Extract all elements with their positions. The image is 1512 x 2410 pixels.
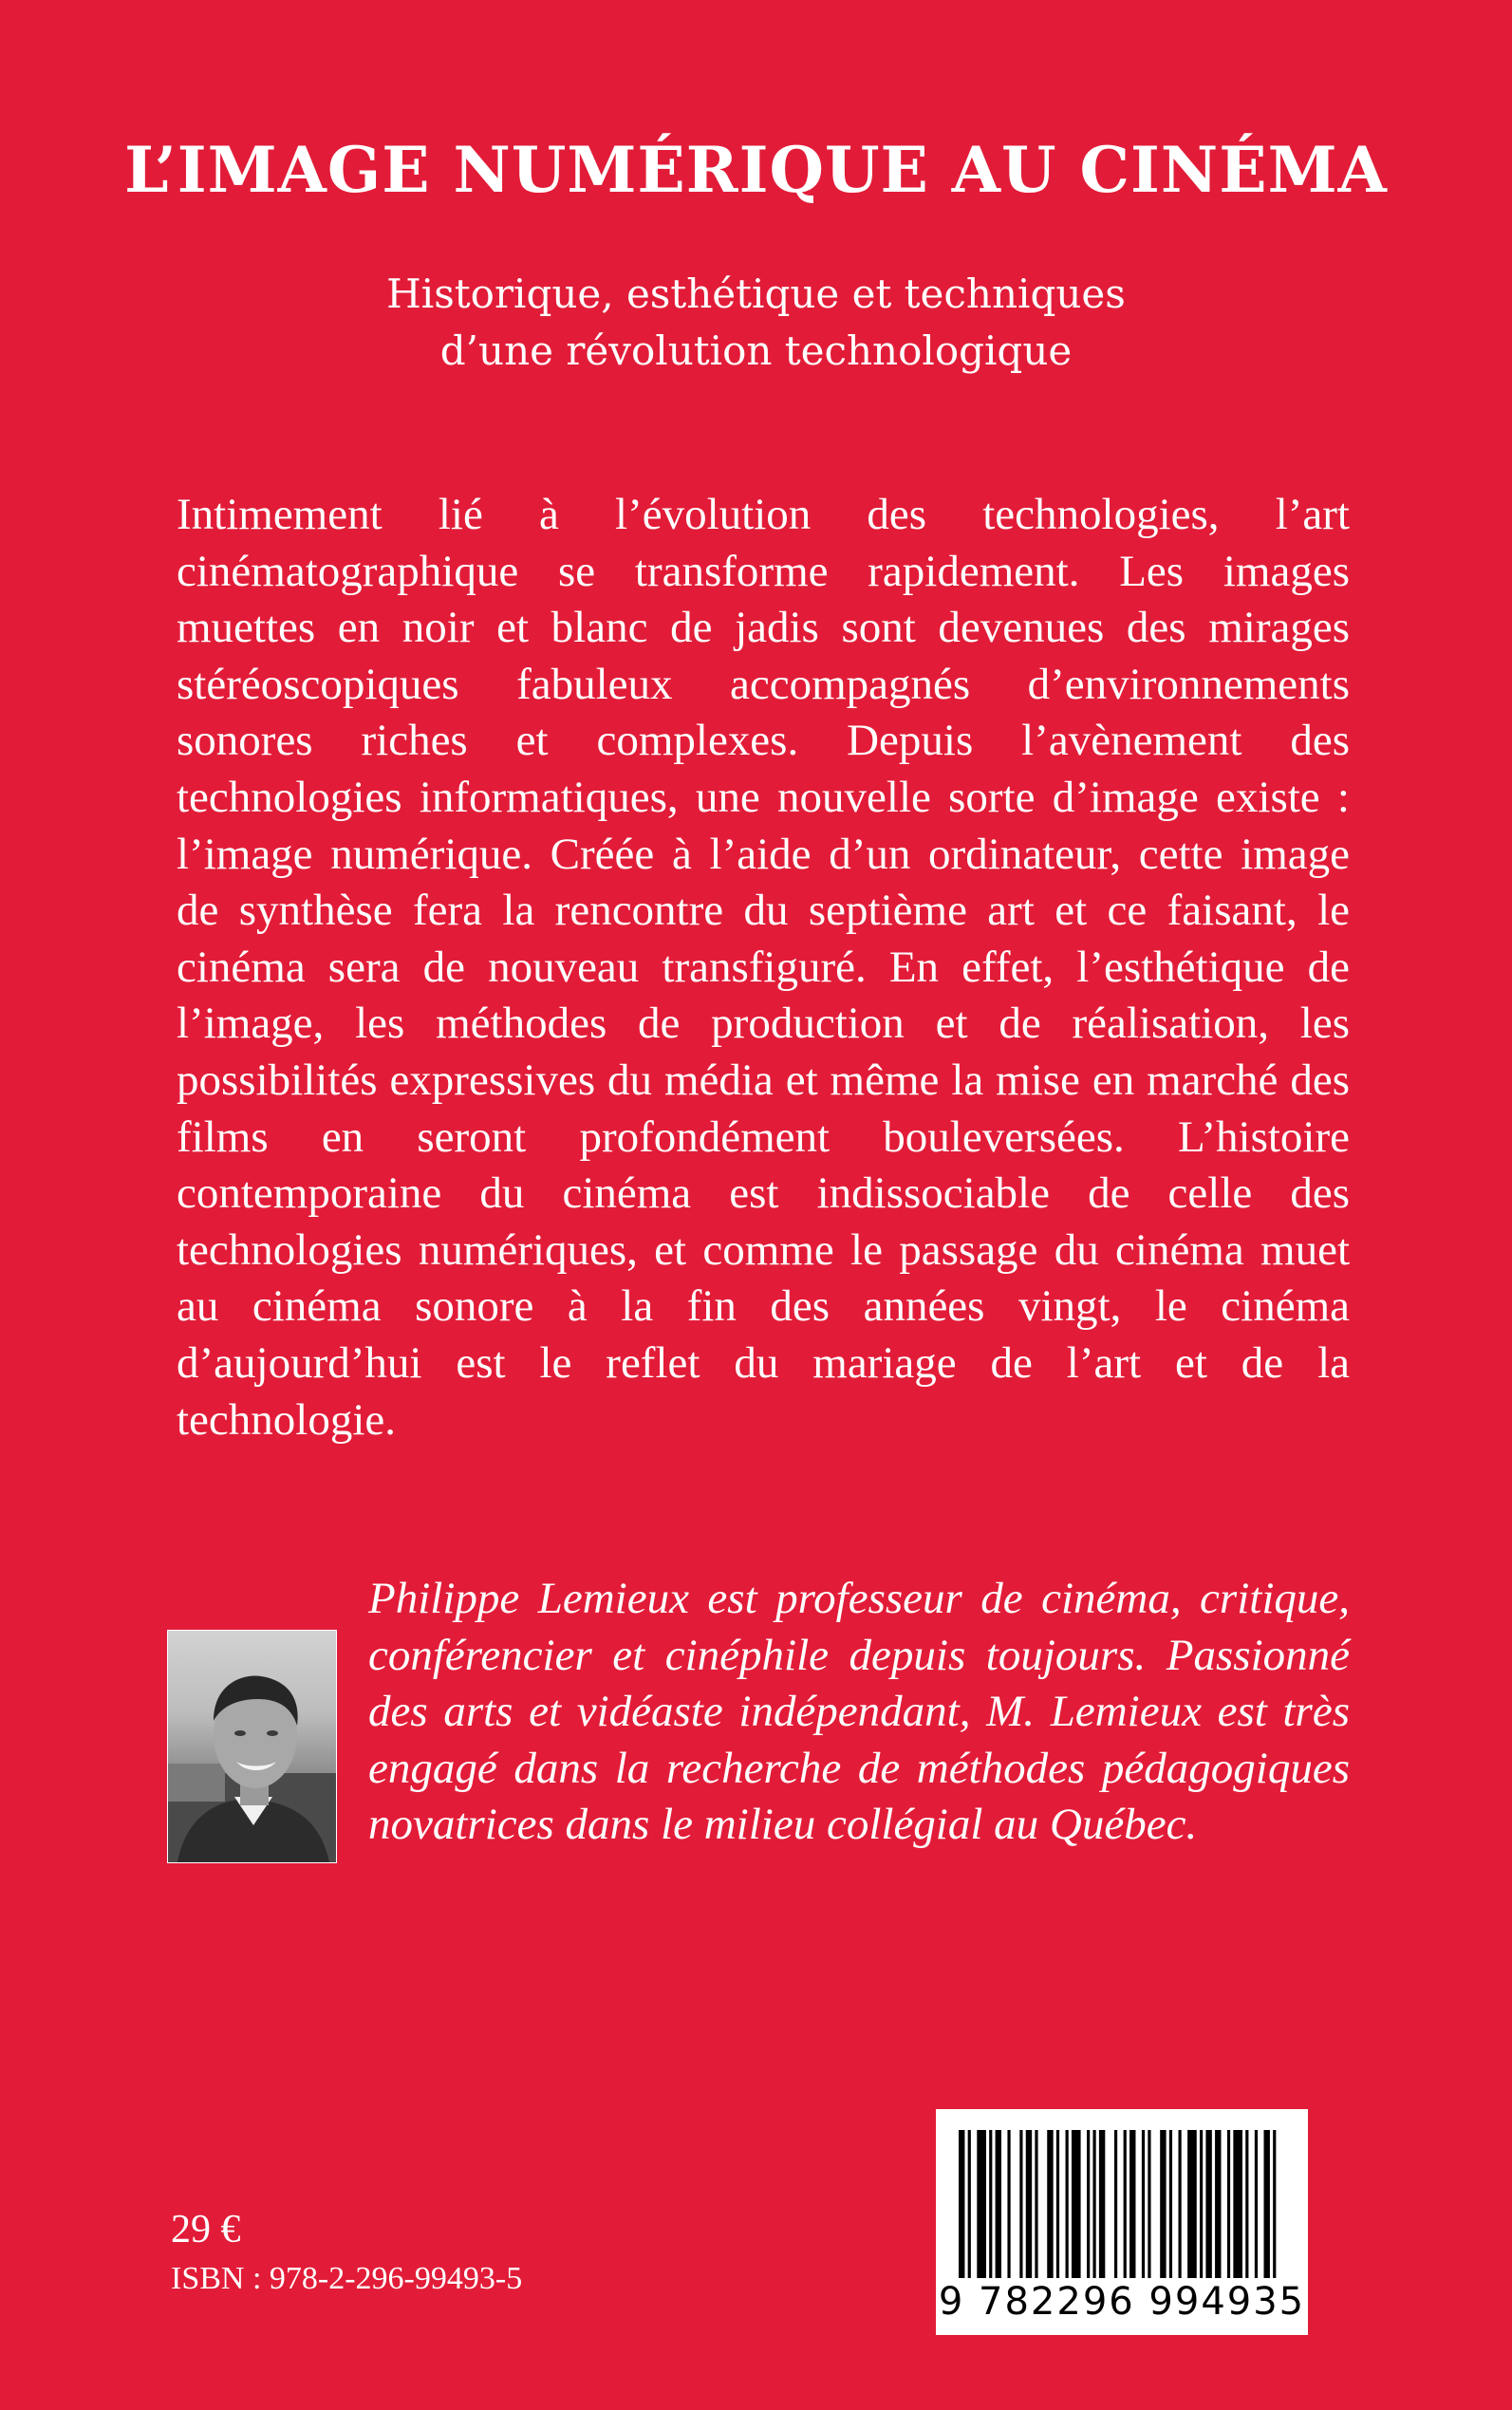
book-title: L’IMAGE NUMÉRIQUE AU CINÉMA <box>124 133 1388 207</box>
price: 29 € <box>171 2208 241 2251</box>
barcode-number: 9 782296 994935 <box>938 2280 1306 2324</box>
subtitle-line-2: d’une révolution technologique <box>439 327 1073 374</box>
back-cover-blurb: Intimement lié à l’évolution des technologies, l’art cinématographique se transforme rapidement. Les images muettes en noir et blanc de jadis sont devenues des mirages stéréoscopiques fabuleux accompagnés d’environnements sonores riches et complexes. Depuis l’avènement des technologies informatiques, une nouvelle sorte d’image existe : l’image numérique. Créée à l’aide d’un ordinateur, cette image de synthèse fera la rencontre du septième art et ce faisant, le cinéma sera de nouveau transfiguré. En effet, l’esthétique de l’image, les méthodes de production et de réalisation, les possibilités expressives du média et même la mise en marché des films en seront profondément bouleversées. L’histoire contemporaine du cinéma est indissociable de celle des technologies numériques, et comme le passage du cinéma muet au cinéma sonore à la fin des années vingt, le cinéma d’aujourd’hui est le reflet du mariage de l’art et de la technologie. <box>177 490 1350 1445</box>
barcode-bars <box>959 2130 1285 2278</box>
author-photo <box>167 1630 337 1863</box>
subtitle-line-1: Historique, esthétique et techniques <box>386 271 1126 317</box>
isbn: ISBN : 978-2-296-99493-5 <box>171 2261 523 2296</box>
author-bio: Philippe Lemieux est professeur de cinéma, critique, conférencier et cinéphile depuis toujours. Passionné des arts et vidéaste indépendant, M. Lemieux est très engagé dans la recherche de méthodes pédagogiques novatrices dans le milieu collégial au Québec. <box>368 1574 1350 1850</box>
barcode <box>936 2109 1308 2335</box>
author-portrait-graphic <box>168 1631 336 1862</box>
book-subtitle <box>0 266 1512 380</box>
